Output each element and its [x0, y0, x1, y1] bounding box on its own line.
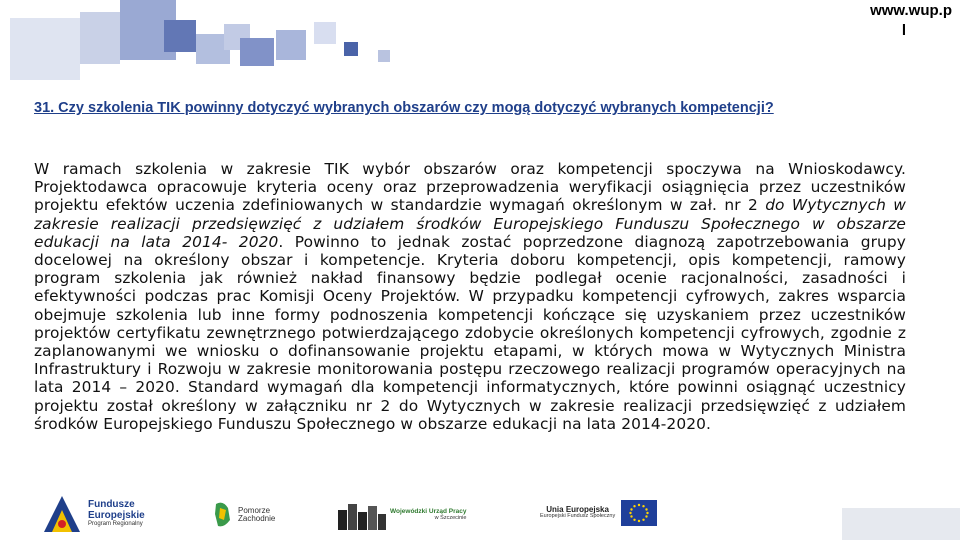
- logo-wup-szczecin: [338, 500, 466, 530]
- url-background: [842, 508, 960, 540]
- website-url[interactable]: www.wup.p: [870, 2, 952, 19]
- logo-pomorze-line1: Pomorze: [238, 505, 271, 515]
- logo-unia-europejska: [540, 500, 657, 526]
- logo-pomorze-line2: Zachodnie: [238, 514, 276, 523]
- paragraph-text-1: W ramach szkolenia w zakresie TIK wybór obszarów oraz kompetencji spoczywa na Wnioskodawcy. Projektodawca opracowuje kryteria oceny oraz przeprowadzenia weryfikacji osiągnięcia przez uczestników projektu efektów uczenia zdefiniowanych w standardzie wymagań określonym w zał. nr 2: [34, 160, 906, 215]
- logo-wup-line2: w Szczecinie: [434, 514, 467, 521]
- logo-ue-line2: Europejski Fundusz Społeczny: [540, 513, 616, 520]
- logo-pomorze-zachodnie: [212, 500, 275, 530]
- deco-square: [80, 12, 120, 64]
- slide-title: 31. Czy szkolenia TIK powinny dotyczyć wybranych obszarów czy mogą dotyczyć wybranych kompetencji?: [34, 100, 774, 116]
- deco-square: [314, 22, 336, 44]
- logo-fundusze-europejskie: [42, 494, 145, 534]
- paragraph-italic-text: do Wytycznych w zakresie realizacji przedsięwzięć z udziałem środków Europejskiego Funduszu Społecznego w obszarze edukacji na lata 2014- 2020: [34, 196, 906, 251]
- wup-blocks-icon: [338, 500, 386, 530]
- deco-square: [344, 42, 358, 56]
- deco-square: [164, 20, 196, 52]
- logo-wup-line1: Wojewódzki Urząd Pracy: [390, 507, 467, 515]
- deco-square: [276, 30, 306, 60]
- pomorze-griffin-icon: [212, 500, 234, 530]
- header-decoration: [0, 0, 420, 90]
- logo-fe-line3: Program Regionalny: [88, 521, 143, 528]
- deco-square: [240, 38, 274, 66]
- logo-ue-line1: Unia Europejska: [546, 504, 609, 514]
- deco-square: [10, 18, 80, 80]
- logo-fe-line1: Fundusze: [88, 499, 135, 511]
- website-url-continuation[interactable]: l: [901, 22, 906, 39]
- eu-funds-star-icon: [42, 494, 82, 534]
- logo-fe-line2: Europejskie: [88, 509, 145, 521]
- paragraph-text-2: . Powinno to jednak zostać poprzedzone diagnozą zapotrzebowania grupy docelowej na określony obszar i kompetencje. Kryteria doboru kompetencji, opis kompetencji, ramowy program szkolenia jak również nakład finansowy będzie podlegał ocenie racjonalności, zasadności i efektywności podczas prac Komisji Oceny Projektów. W przypadku kompetencji cyfrowych, zakres wsparcia obejmuje szkolenia lub inne formy podnoszenia kompetencji kończące się uzyskaniem przez uczestników projektów certyfikatu zewnętrznego potwierdzającego zdobycie określonych kompetencji cyfrowych, zgodnie z zaplanowanymi we wniosku o dofinansowanie projektu etapami, w których mowa w Wytycznych Ministra Infrastruktury i Rozwoju w zakresie monitorowania postępu rzeczowego realizacji programów operacyjnych na lata 2014 – 2020. Standard wymagań dla kompetencji informatycznych, które powinni osiągnąć uczestnicy projektu został określony w załączniku nr 2 do Wytycznych w zakresie realizacji przedsięwzięć z udziałem środków Europejskiego Funduszu Społecznego w obszarze edukacji na lata 2014-2020.: [34, 232, 906, 433]
- slide-paragraph: [34, 160, 906, 433]
- eu-flag-icon: [621, 500, 657, 526]
- footer-logos: [0, 490, 960, 540]
- deco-square: [378, 50, 390, 62]
